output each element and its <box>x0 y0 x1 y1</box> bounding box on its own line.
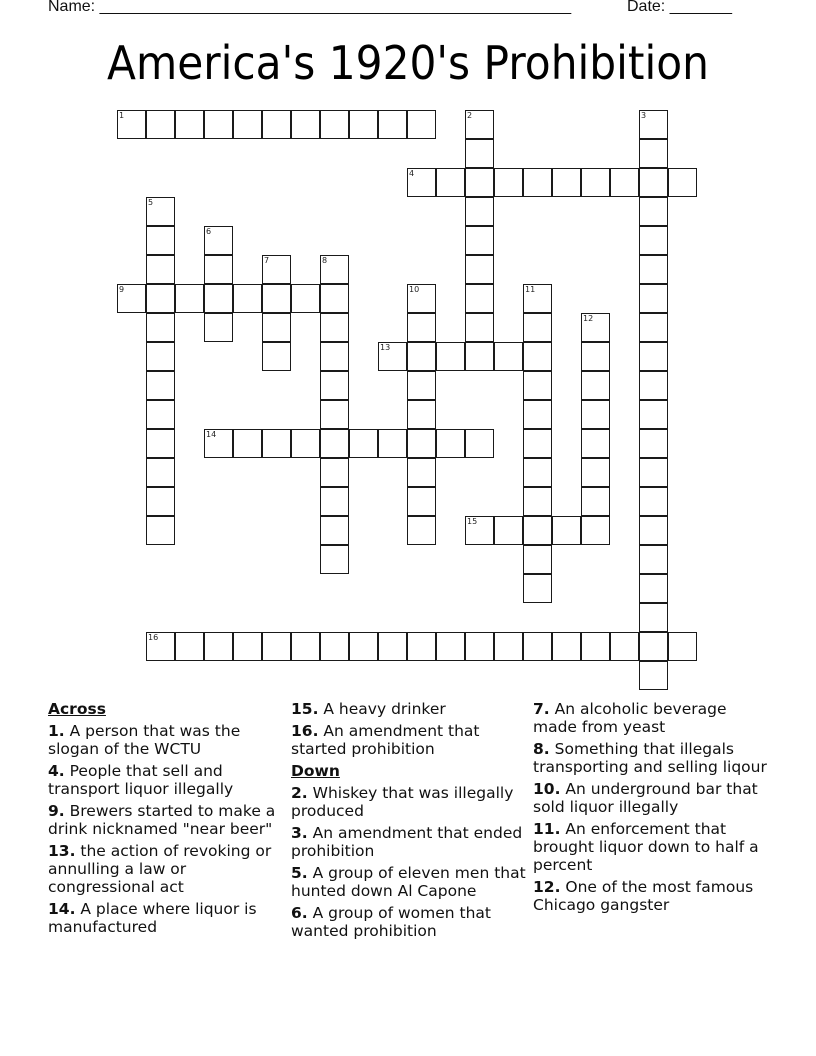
grid-cell[interactable] <box>581 632 610 661</box>
cell-number: 16 <box>148 633 159 642</box>
grid-cell[interactable] <box>465 342 494 371</box>
clue-number: 11. <box>533 820 561 838</box>
grid-cell[interactable] <box>349 110 378 139</box>
grid-cell[interactable] <box>407 516 436 545</box>
grid-cell[interactable] <box>523 516 552 545</box>
grid-cell[interactable] <box>581 516 610 545</box>
clue-text: An enforcement that brought liquor down to half a percent <box>533 820 759 874</box>
grid-cell[interactable] <box>146 197 175 226</box>
grid-cell[interactable] <box>639 371 668 400</box>
cell-number: 9 <box>119 285 125 294</box>
grid-cell[interactable] <box>639 574 668 603</box>
grid-cell[interactable] <box>407 400 436 429</box>
cell-number: 15 <box>467 517 478 526</box>
grid-cell[interactable] <box>523 574 552 603</box>
grid-cell[interactable] <box>523 429 552 458</box>
grid-cell[interactable] <box>465 139 494 168</box>
grid-cell[interactable] <box>233 110 262 139</box>
grid-cell[interactable] <box>204 255 233 284</box>
grid-cell[interactable] <box>523 342 552 371</box>
grid-cell[interactable] <box>204 110 233 139</box>
grid-cell[interactable] <box>407 342 436 371</box>
cell-number: 7 <box>264 256 270 265</box>
clue-down-10 <box>533 780 773 816</box>
grid-cell[interactable] <box>581 342 610 371</box>
grid-cell[interactable] <box>175 632 204 661</box>
grid-cell[interactable] <box>581 487 610 516</box>
cell-number: 12 <box>583 314 594 323</box>
grid-cell[interactable] <box>639 487 668 516</box>
grid-cell[interactable] <box>262 313 291 342</box>
grid-cell[interactable] <box>146 458 175 487</box>
clue-across-13 <box>48 842 280 896</box>
grid-cell[interactable] <box>639 632 668 661</box>
cell-number: 6 <box>206 227 212 236</box>
grid-cell[interactable] <box>146 110 175 139</box>
cell-number: 1 <box>119 111 125 120</box>
clue-text: An amendment that started prohibition <box>291 722 480 758</box>
grid-cell[interactable] <box>117 110 146 139</box>
grid-cell[interactable] <box>146 371 175 400</box>
grid-cell[interactable] <box>204 226 233 255</box>
grid-cell[interactable] <box>465 632 494 661</box>
grid-cell[interactable] <box>552 516 581 545</box>
grid-cell[interactable] <box>320 487 349 516</box>
grid-cell[interactable] <box>320 429 349 458</box>
grid-cell[interactable] <box>465 197 494 226</box>
grid-cell[interactable] <box>291 632 320 661</box>
clue-number: 2. <box>291 784 308 802</box>
grid-cell[interactable] <box>233 284 262 313</box>
grid-cell[interactable] <box>407 313 436 342</box>
grid-cell[interactable] <box>639 284 668 313</box>
clue-across-1 <box>48 722 280 758</box>
clue-text: People that sell and transport liquor illegally <box>48 762 234 798</box>
grid-cell[interactable] <box>523 458 552 487</box>
clue-text: Brewers started to make a drink nicknamed "near beer" <box>48 802 276 838</box>
grid-cell[interactable] <box>639 168 668 197</box>
grid-cell[interactable] <box>465 110 494 139</box>
grid-cell[interactable] <box>639 545 668 574</box>
grid-cell[interactable] <box>465 226 494 255</box>
grid-cell[interactable] <box>639 342 668 371</box>
clue-number: 15. <box>291 700 319 718</box>
grid-cell[interactable] <box>291 284 320 313</box>
clues-column-2 <box>291 700 527 944</box>
grid-cell[interactable] <box>320 313 349 342</box>
cell-number: 13 <box>380 343 391 352</box>
grid-cell[interactable] <box>320 516 349 545</box>
grid-cell[interactable] <box>262 255 291 284</box>
grid-cell[interactable] <box>523 168 552 197</box>
grid-cell[interactable] <box>668 632 697 661</box>
clue-down-6 <box>291 904 527 940</box>
grid-cell[interactable] <box>262 284 291 313</box>
grid-cell[interactable] <box>581 400 610 429</box>
grid-cell[interactable] <box>407 487 436 516</box>
grid-cell[interactable] <box>465 284 494 313</box>
grid-cell[interactable] <box>233 632 262 661</box>
clue-text: A group of women that wanted prohibition <box>291 904 491 940</box>
grid-cell[interactable] <box>494 632 523 661</box>
grid-cell[interactable] <box>204 632 233 661</box>
grid-cell[interactable] <box>465 429 494 458</box>
grid-cell[interactable] <box>146 487 175 516</box>
down-heading: Down <box>291 762 340 780</box>
grid-cell[interactable] <box>320 371 349 400</box>
grid-cell[interactable] <box>146 284 175 313</box>
grid-cell[interactable] <box>262 110 291 139</box>
grid-cell[interactable] <box>436 632 465 661</box>
grid-cell[interactable] <box>552 632 581 661</box>
clue-across-9 <box>48 802 280 838</box>
grid-cell[interactable] <box>465 255 494 284</box>
grid-cell[interactable] <box>639 197 668 226</box>
grid-cell[interactable] <box>523 545 552 574</box>
clue-down-5 <box>291 864 527 900</box>
grid-cell[interactable] <box>639 458 668 487</box>
grid-cell[interactable] <box>581 429 610 458</box>
grid-cell[interactable] <box>262 342 291 371</box>
grid-cell[interactable] <box>523 400 552 429</box>
grid-cell[interactable] <box>378 342 407 371</box>
grid-cell[interactable] <box>494 516 523 545</box>
clue-text: One of the most famous Chicago gangster <box>533 878 754 914</box>
grid-cell[interactable] <box>117 284 146 313</box>
grid-cell[interactable] <box>581 371 610 400</box>
grid-cell[interactable] <box>291 429 320 458</box>
clue-across-4 <box>48 762 280 798</box>
grid-cell[interactable] <box>465 516 494 545</box>
grid-cell[interactable] <box>581 168 610 197</box>
cell-number: 14 <box>206 430 217 439</box>
grid-cell[interactable] <box>639 110 668 139</box>
grid-cell[interactable] <box>465 168 494 197</box>
clues-column-1 <box>48 700 280 940</box>
grid-cell[interactable] <box>262 632 291 661</box>
grid-cell[interactable] <box>320 255 349 284</box>
clue-text: An amendment that ended prohibition <box>291 824 523 860</box>
clue-number: 14. <box>48 900 76 918</box>
cell-number: 11 <box>525 285 536 294</box>
grid-cell[interactable] <box>407 429 436 458</box>
grid-cell[interactable] <box>639 139 668 168</box>
grid-cell[interactable] <box>233 429 262 458</box>
clue-down-11 <box>533 820 773 874</box>
grid-cell[interactable] <box>320 110 349 139</box>
grid-cell[interactable] <box>436 429 465 458</box>
grid-cell[interactable] <box>320 284 349 313</box>
grid-cell[interactable] <box>639 313 668 342</box>
grid-cell[interactable] <box>523 313 552 342</box>
grid-cell[interactable] <box>639 429 668 458</box>
grid-cell[interactable] <box>146 429 175 458</box>
crossword-grid <box>117 110 717 710</box>
grid-cell[interactable] <box>204 284 233 313</box>
grid-cell[interactable] <box>610 168 639 197</box>
grid-cell[interactable] <box>436 342 465 371</box>
grid-cell[interactable] <box>552 168 581 197</box>
page-title: America's 1920's Prohibition <box>107 36 709 90</box>
clue-number: 4. <box>48 762 65 780</box>
grid-cell[interactable] <box>610 632 639 661</box>
grid-cell[interactable] <box>639 661 668 690</box>
clue-down-2 <box>291 784 527 820</box>
grid-cell[interactable] <box>204 429 233 458</box>
grid-cell[interactable] <box>262 429 291 458</box>
grid-cell[interactable] <box>668 168 697 197</box>
grid-cell[interactable] <box>146 632 175 661</box>
clue-number: 16. <box>291 722 319 740</box>
grid-cell[interactable] <box>523 487 552 516</box>
grid-cell[interactable] <box>407 632 436 661</box>
grid-cell[interactable] <box>320 632 349 661</box>
clue-down-3 <box>291 824 527 860</box>
clues-column-3 <box>533 700 773 918</box>
clue-across-15 <box>291 700 527 718</box>
grid-cell[interactable] <box>146 313 175 342</box>
clue-text: An underground bar that sold liquor illegally <box>533 780 758 816</box>
clue-number: 1. <box>48 722 65 740</box>
grid-cell[interactable] <box>639 255 668 284</box>
date-field-label: Date: _______ <box>627 0 732 15</box>
grid-cell[interactable] <box>407 110 436 139</box>
grid-cell[interactable] <box>581 313 610 342</box>
clue-down-8 <box>533 740 773 776</box>
grid-cell[interactable] <box>639 516 668 545</box>
clue-text: Whiskey that was illegally produced <box>291 784 514 820</box>
cell-number: 8 <box>322 256 328 265</box>
clue-text: Something that illegals transporting and selling liqour <box>533 740 767 776</box>
grid-cell[interactable] <box>349 429 378 458</box>
grid-cell[interactable] <box>639 603 668 632</box>
grid-cell[interactable] <box>175 284 204 313</box>
grid-cell[interactable] <box>204 313 233 342</box>
grid-cell[interactable] <box>523 284 552 313</box>
clue-across-16 <box>291 722 527 758</box>
grid-cell[interactable] <box>378 429 407 458</box>
clue-number: 10. <box>533 780 561 798</box>
grid-cell[interactable] <box>494 168 523 197</box>
clue-text: An alcoholic beverage made from yeast <box>533 700 727 736</box>
grid-cell[interactable] <box>349 632 378 661</box>
grid-cell[interactable] <box>581 458 610 487</box>
clue-text: A heavy drinker <box>323 700 446 718</box>
grid-cell[interactable] <box>291 110 320 139</box>
grid-cell[interactable] <box>320 342 349 371</box>
clue-number: 6. <box>291 904 308 922</box>
cell-number: 4 <box>409 169 415 178</box>
clue-text: A group of eleven men that hunted down Al Capone <box>291 864 526 900</box>
clue-number: 8. <box>533 740 550 758</box>
grid-cell[interactable] <box>407 371 436 400</box>
clue-number: 12. <box>533 878 561 896</box>
grid-cell[interactable] <box>639 226 668 255</box>
grid-cell[interactable] <box>523 371 552 400</box>
grid-cell[interactable] <box>320 400 349 429</box>
clue-text: A place where liquor is manufactured <box>48 900 257 936</box>
grid-cell[interactable] <box>146 516 175 545</box>
grid-cell[interactable] <box>494 342 523 371</box>
grid-cell[interactable] <box>320 545 349 574</box>
grid-cell[interactable] <box>378 632 407 661</box>
across-heading: Across <box>48 700 106 718</box>
grid-cell[interactable] <box>407 168 436 197</box>
grid-cell[interactable] <box>146 342 175 371</box>
grid-cell[interactable] <box>523 632 552 661</box>
grid-cell[interactable] <box>407 284 436 313</box>
cell-number: 10 <box>409 285 420 294</box>
clue-number: 9. <box>48 802 65 820</box>
clue-text: A person that was the slogan of the WCTU <box>48 722 241 758</box>
grid-cell[interactable] <box>378 110 407 139</box>
cell-number: 2 <box>467 111 473 120</box>
grid-cell[interactable] <box>465 313 494 342</box>
clue-across-14 <box>48 900 280 936</box>
clue-down-7 <box>533 700 773 736</box>
clue-number: 3. <box>291 824 308 842</box>
grid-cell[interactable] <box>407 458 436 487</box>
clue-text: the action of revoking or annulling a law or congressional act <box>48 842 272 896</box>
grid-cell[interactable] <box>436 168 465 197</box>
grid-cell[interactable] <box>146 400 175 429</box>
grid-cell[interactable] <box>639 400 668 429</box>
grid-cell[interactable] <box>146 255 175 284</box>
clue-number: 5. <box>291 864 308 882</box>
cell-number: 3 <box>641 111 647 120</box>
name-field-label: Name: _____________________________________________________ <box>48 0 572 15</box>
clue-down-12 <box>533 878 773 914</box>
clue-number: 13. <box>48 842 76 860</box>
grid-cell[interactable] <box>146 226 175 255</box>
cell-number: 5 <box>148 198 154 207</box>
clue-number: 7. <box>533 700 550 718</box>
grid-cell[interactable] <box>175 110 204 139</box>
grid-cell[interactable] <box>320 458 349 487</box>
